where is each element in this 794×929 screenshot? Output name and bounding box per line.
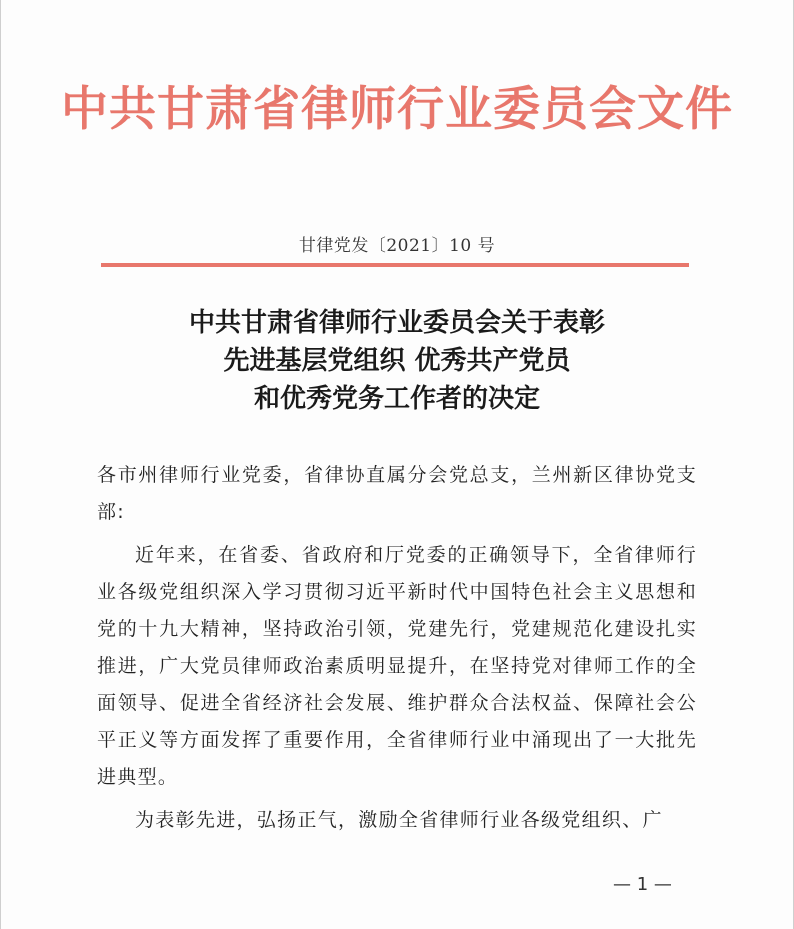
- page-number: — 1 —: [613, 874, 672, 895]
- body-paragraph-2: 为表彰先进，弘扬正气，激励全省律师行业各级党组织、广: [135, 809, 663, 831]
- document-title: [1, 304, 793, 418]
- red-masthead: 中共甘肃省律师行业委员会文件: [61, 82, 733, 137]
- title-line-1: 中共甘肃省律师行业委员会关于表彰: [188, 308, 605, 338]
- title-line-2: 先进基层党组织 优秀共产党员: [223, 346, 571, 376]
- document-body: [97, 457, 697, 845]
- document-number: 甘律党发〔2021〕10 号: [298, 236, 496, 256]
- red-divider-line: [101, 263, 689, 267]
- title-line-3: 和优秀党务工作者的决定: [253, 384, 540, 414]
- body-paragraph-1: 近年来，在省委、省政府和厅党委的正确领导下，全省律师行业各级党组织深入学习贯彻习近平新时代中国特色社会主义思想和党的十九大精神，坚持政治引领，党建先行，党建规范化建设扎实推进，广大党员律师政治素质明显提升，在坚持党对律师工作的全面领导、促进全省经济社会发展、维护群众合法权益、保障社会公平正义等方面发挥了重要作用，全省律师行业中涌现出了一大批先进典型。: [97, 544, 697, 788]
- salutation: 各市州律师行业党委，省律协直属分会党总支，兰州新区律协党支部:: [97, 464, 697, 523]
